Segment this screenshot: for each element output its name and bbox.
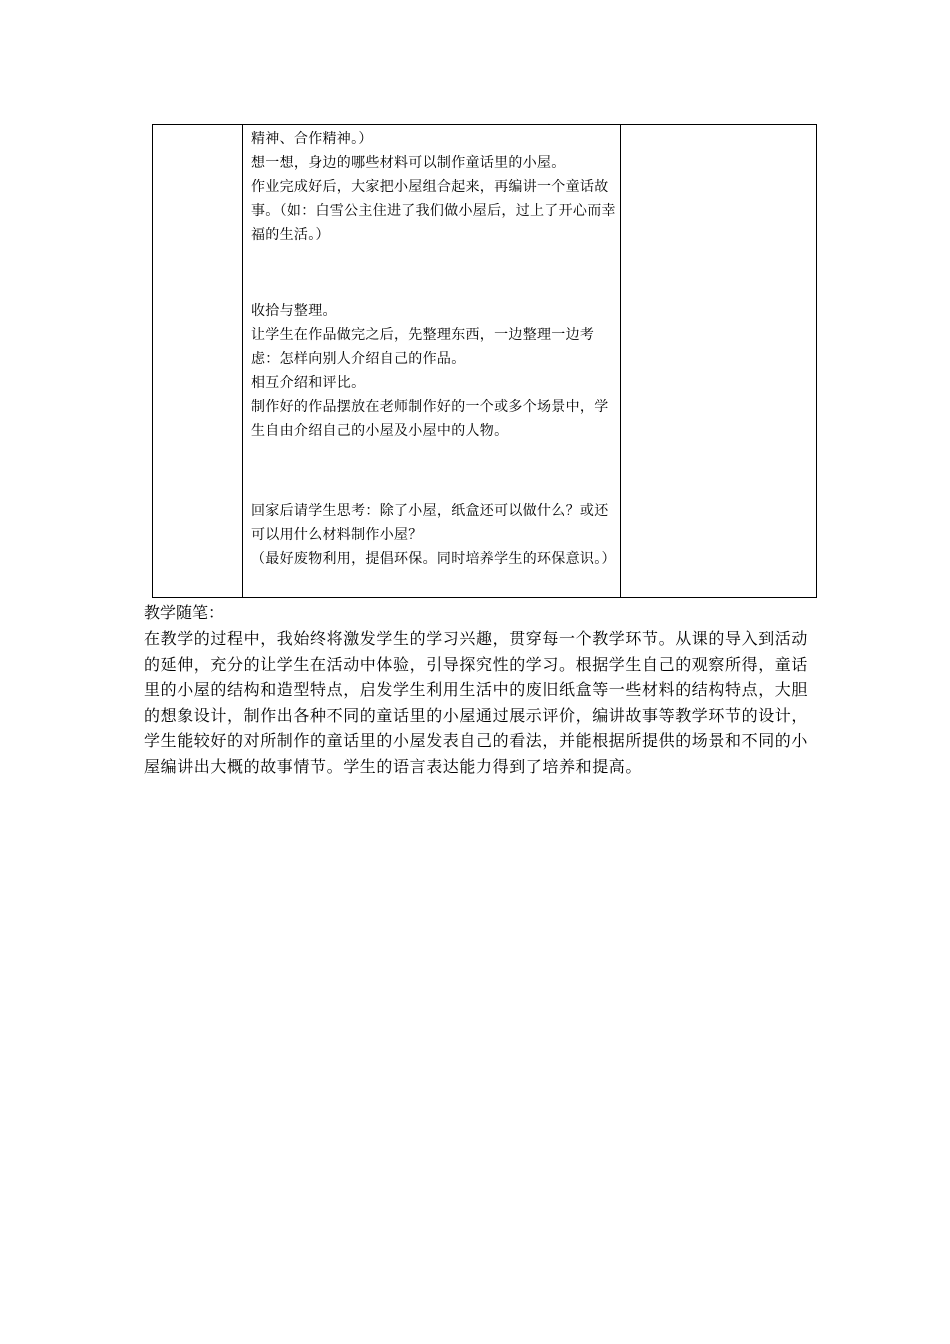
lesson-plan-table bbox=[152, 124, 817, 598]
activity-paragraph: （最好废物利用，提倡环保。同时培养学生的环保意识。） bbox=[251, 551, 616, 567]
activity-paragraph: 作业完成好后，大家把小屋组合起来，再编讲一个童话故事。（如：白雪公主住进了我们做小屋后，过上了开心而幸福的生活。） bbox=[251, 179, 616, 243]
activity-paragraph: 制作好的作品摆放在老师制作好的一个或多个场景中，学生自由介绍自己的小屋及小屋中的人物。 bbox=[251, 399, 609, 439]
notes-title: 教学随笔： bbox=[144, 603, 225, 622]
activity-paragraph: 相互介绍和评比。 bbox=[251, 375, 366, 391]
table-column-divider bbox=[242, 125, 243, 597]
teaching-notes bbox=[144, 600, 812, 779]
table-column-divider bbox=[620, 125, 621, 597]
activity-paragraph: 精神、合作精神。） bbox=[251, 131, 373, 147]
activity-paragraph: 回家后请学生思考：除了小屋，纸盒还可以做什么？或还可以用什么材料制作小屋？ bbox=[251, 503, 609, 543]
activity-paragraph: 收拾与整理。 bbox=[251, 303, 337, 319]
activity-paragraph: 让学生在作品做完之后，先整理东西，一边整理一边考虑：怎样向别人介绍自己的作品。 bbox=[251, 327, 595, 367]
notes-body: 在教学的过程中，我始终将激发学生的学习兴趣，贯穿每一个教学环节。从课的导入到活动的延伸，充分的让学生在活动中体验，引导探究性的学习。根据学生自己的观察所得，童话里的小屋的结构和造型特点，启发学生利用生活中的废旧纸盒等一些材料的结构特点，大胆的想象设计，制作出各种不同的童话里的小屋通过展示评价，编讲故事等教学环节的设计，学生能较好的对所制作的童话里的小屋发表自己的看法，并能根据所提供的场景和不同的小屋编讲出大概的故事情节。学生的语言表达能力得到了培养和提高。 bbox=[144, 629, 809, 776]
activity-paragraph: 想一想，身边的哪些材料可以制作童话里的小屋。 bbox=[251, 155, 566, 171]
